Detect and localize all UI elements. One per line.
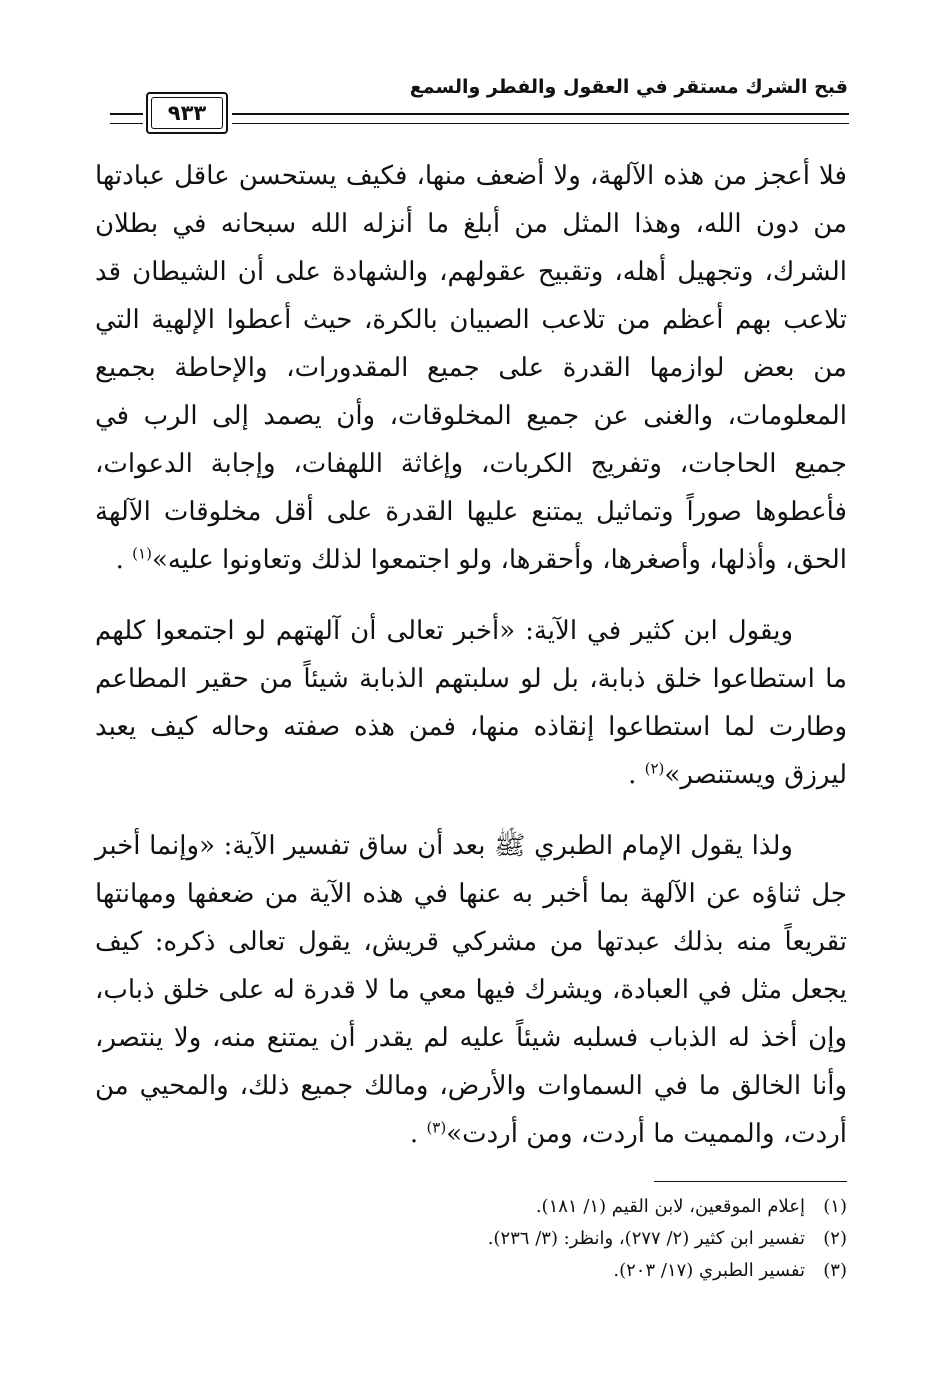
footnote-number: (٢) xyxy=(823,1228,847,1249)
footnote-ref-1[interactable]: (١) xyxy=(132,544,152,563)
footnote-item xyxy=(95,1255,847,1287)
header-rule-left xyxy=(110,113,143,124)
paragraph-3-text: ولذا يقول الإمام الطبري ﷺ بعد أن ساق تفسير الآية: «وإنما أخبر جل ثناؤه عن الآلهة بما أخبر به عنها في هذه الآية من ضعفها ومهانتها تقريعاً منه بذلك عبدتها من مشركي قريش، يقول تعالى ذكره: كيف يجعل مثل في العبادة، ويشرك فيها معي ما لا قدرة له على خلق ذباب، وإن أخذ له الذباب فسلبه شيئاً عليه لم يقدر أن يمتنع منه، ولا ينتصر، وأنا الخالق ما في السماوات والأرض، ومالك جميع ذلك، والمحيي من أردت، والمميت ما أردت، ومن أردت» xyxy=(95,831,847,1149)
running-header-title: قبح الشرك مستقر في العقول والفطر والسمع xyxy=(409,76,848,98)
footnote-number: (١) xyxy=(823,1196,847,1217)
paragraph-1-text: فلا أعجز من هذه الآلهة، ولا أضعف منها، فكيف يستحسن عاقل عبادتها من دون الله، وهذا المثل من أبلغ ما أنزله الله سبحانه في بطلان الشرك، وتجهيل أهله، وتقبيح عقولهم، والشهادة على أن الشيطان قد تلاعب بهم أعظم من تلاعب الصبيان بالكرة، حيث أعطوا الإلهية التي من بعض لوازمها القدرة على جميع المقدورات، والإحاطة بجميع المعلومات، والغنى عن جميع المخلوقات، وأن يصمد إلى الرب في جميع الحاجات، وتفريج الكربات، وإغاثة اللهفات، وإجابة الدعوات، فأعطوها صوراً وتماثيل يمتنع عليها القدرة على أقل مخلوقات الآلهة الحق، وأذلها، وأصغرها، وأحقرها، ولو اجتمعوا لذلك وتعاونوا عليه» xyxy=(95,161,847,575)
paragraph-2-text: ويقول ابن كثير في الآية: «أخبر تعالى أن آلهتهم لو اجتمعوا كلهم ما استطاعوا خلق ذبابة، بل لو سلبتهم الذبابة شيئاً من حقير المطاعم وطارت لما استطاعوا إنقاذه منها، فمن هذه صفته وحاله كيف يعبد ليرزق ويستنصر» xyxy=(95,616,847,790)
footnote-text: تفسير ابن كثير (٢/ ٢٧٧)، وانظر: (٣/ ٢٣٦). xyxy=(487,1228,805,1249)
paragraph-3 xyxy=(95,822,847,1158)
paragraph-3-end: . xyxy=(409,1119,427,1149)
footnotes xyxy=(95,1191,847,1287)
footnote-item xyxy=(95,1191,847,1223)
footnote-text: إعلام الموقعين، لابن القيم (١/ ١٨١). xyxy=(535,1196,805,1217)
page-number: ٩٣٣ xyxy=(167,101,207,125)
header-rule xyxy=(232,113,849,124)
page-number-frame xyxy=(146,92,228,134)
body-text xyxy=(95,152,847,1181)
paragraph-2 xyxy=(95,607,847,799)
paragraph-2-end: . xyxy=(628,760,645,790)
paragraph-1 xyxy=(95,152,847,584)
footnote-ref-2[interactable]: (٢) xyxy=(644,759,665,778)
footnote-ref-3[interactable]: (٣) xyxy=(426,1118,447,1137)
footnote-divider xyxy=(654,1181,847,1182)
footnote-text: تفسير الطبري (١٧/ ٢٠٣). xyxy=(613,1260,805,1281)
footnote-item xyxy=(95,1223,847,1255)
footnote-number: (٣) xyxy=(823,1260,847,1281)
paragraph-1-end: . xyxy=(115,545,133,575)
